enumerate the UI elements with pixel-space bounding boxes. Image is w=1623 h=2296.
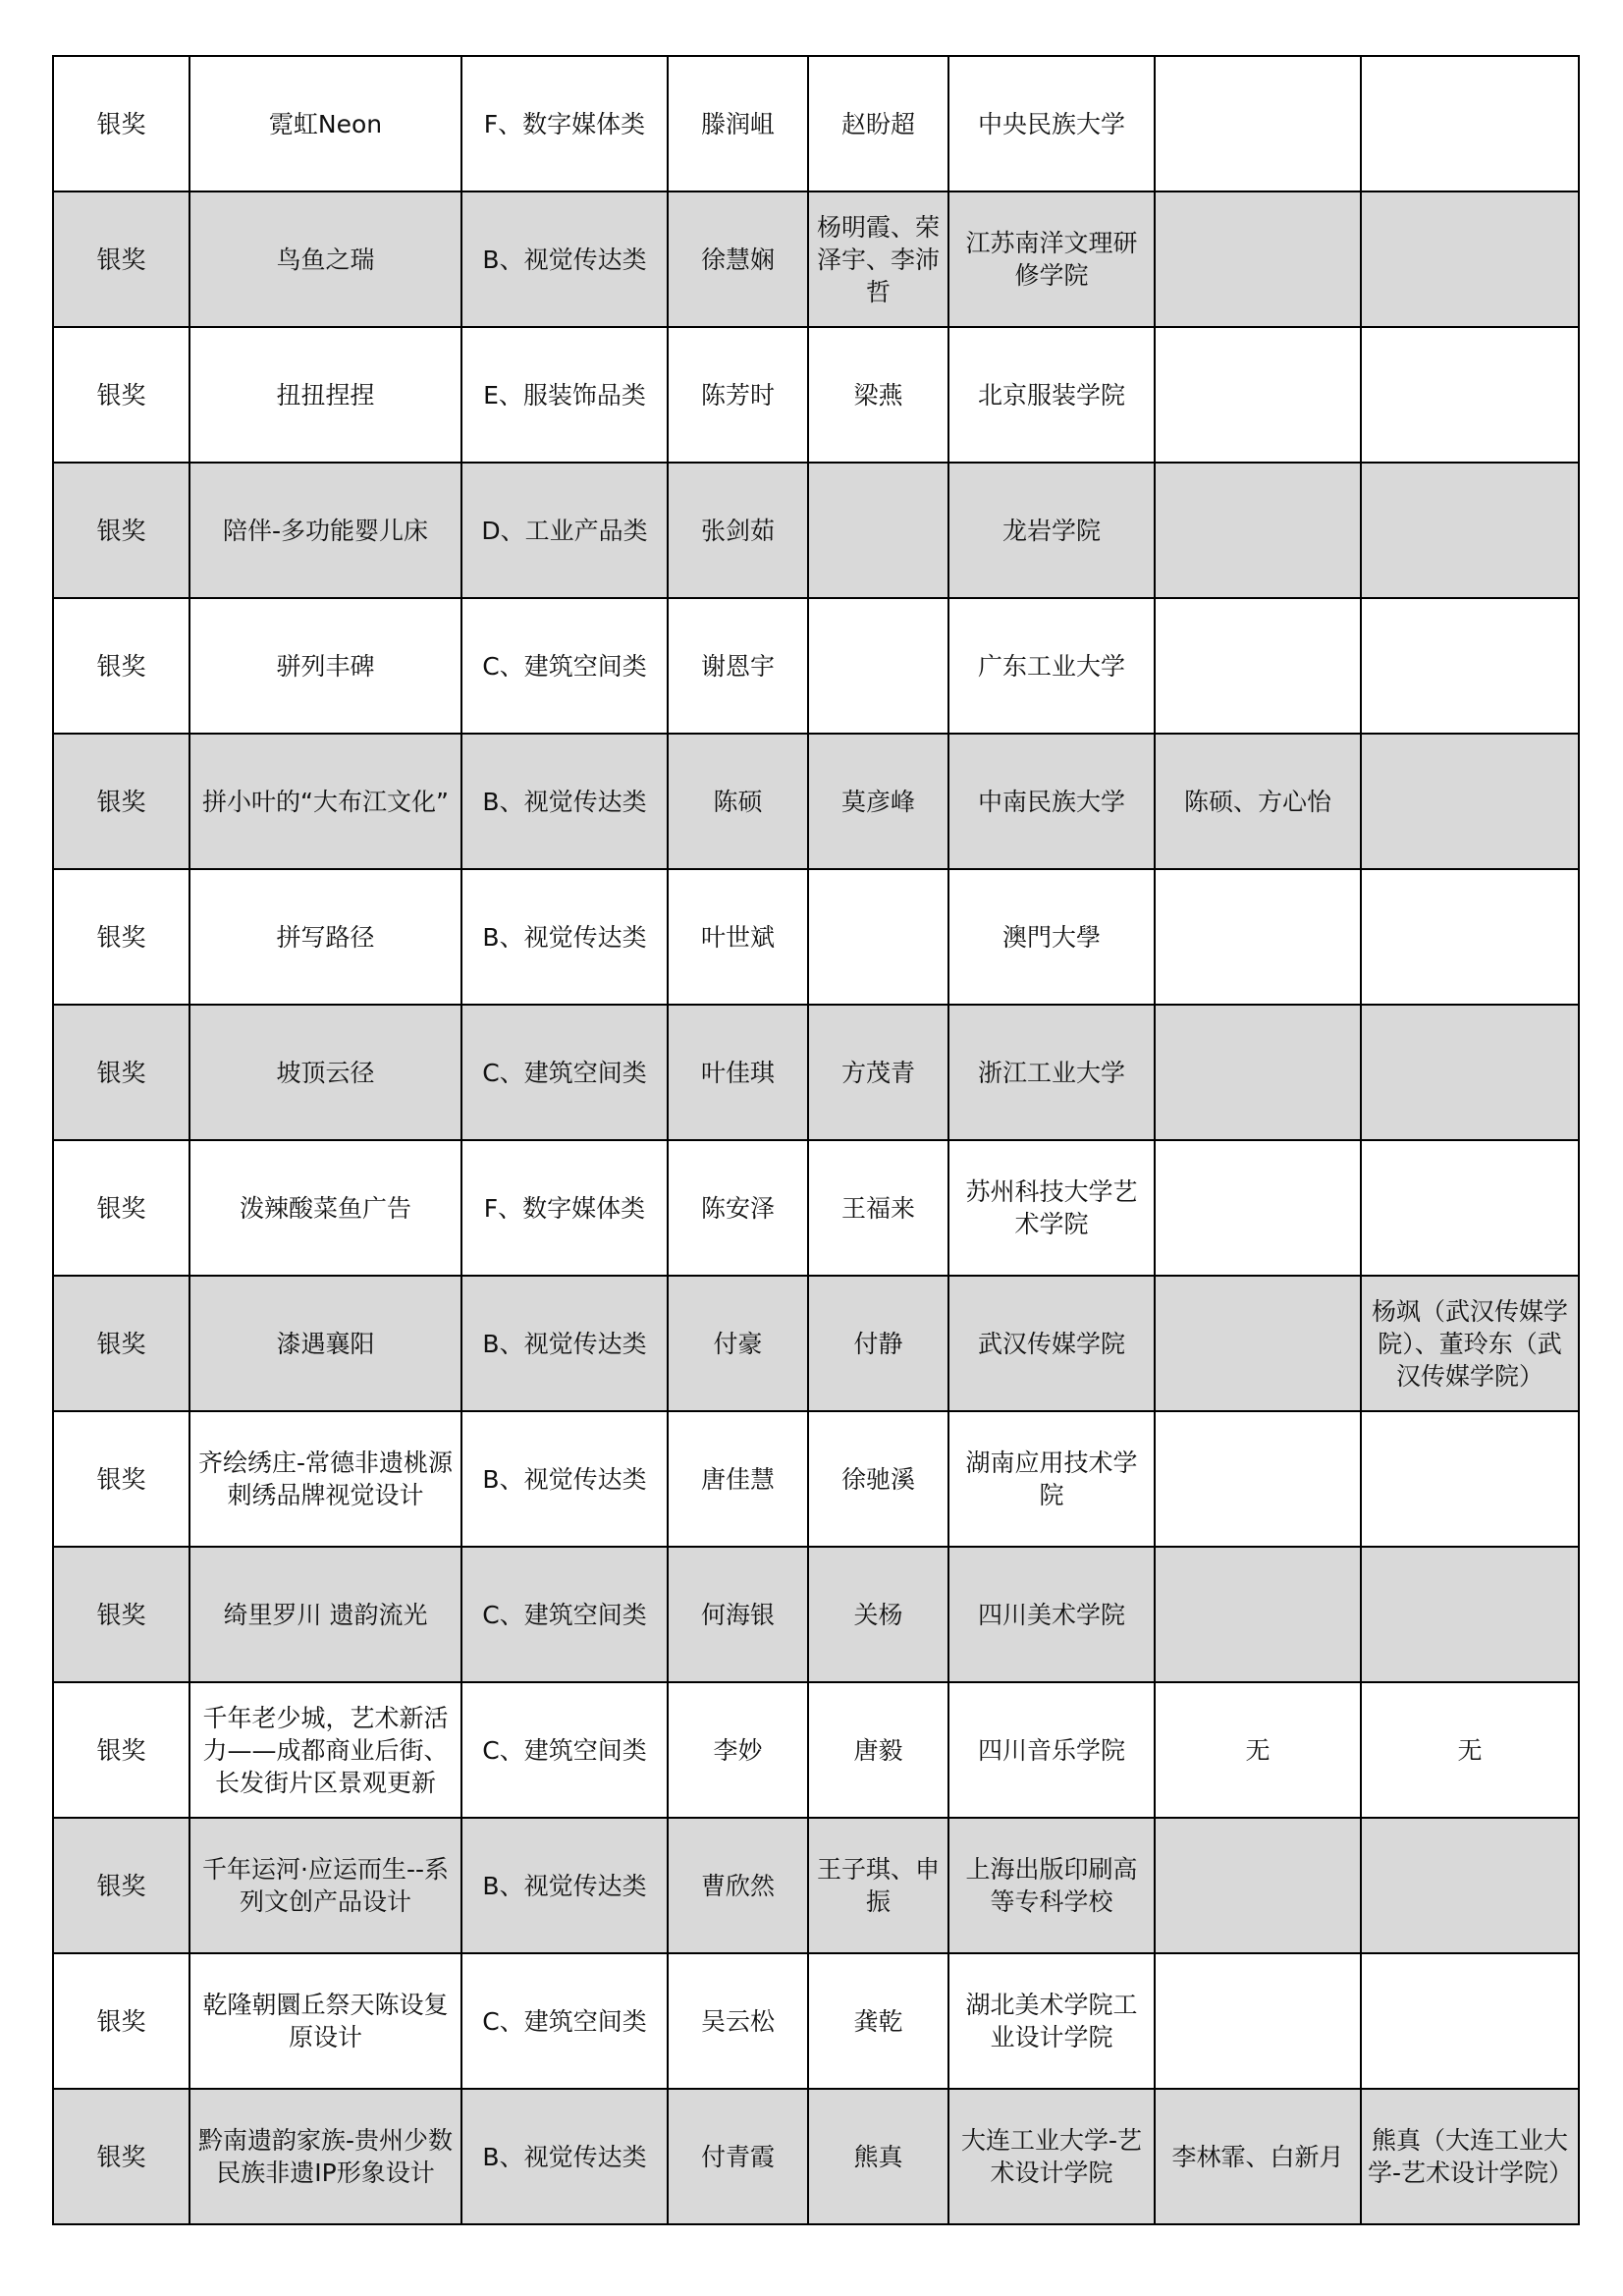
- title-cell: 绮里罗川 遗韵流光: [189, 1547, 461, 1682]
- extra-cell-8: 熊真（大连工业大学-艺术设计学院）: [1361, 2089, 1579, 2224]
- members-cell: 徐驰溪: [808, 1411, 948, 1547]
- table-row: [53, 463, 1579, 598]
- author-cell: 何海银: [668, 1547, 808, 1682]
- extra-cell-8: [1361, 1005, 1579, 1140]
- title-cell: 霓虹Neon: [189, 56, 461, 191]
- title-cell: 坡顶云径: [189, 1005, 461, 1140]
- school-cell: 湖北美术学院工业设计学院: [948, 1953, 1155, 2089]
- members-cell: 付静: [808, 1276, 948, 1411]
- award-cell: 银奖: [53, 1140, 189, 1276]
- title-cell: 泼辣酸菜鱼广告: [189, 1140, 461, 1276]
- table-row: [53, 598, 1579, 734]
- extra-cell-8: [1361, 598, 1579, 734]
- table-row: [53, 1140, 1579, 1276]
- extra-cell-7: [1155, 1547, 1361, 1682]
- author-cell: 唐佳慧: [668, 1411, 808, 1547]
- extra-cell-7: [1155, 327, 1361, 463]
- extra-cell-7: [1155, 463, 1361, 598]
- school-cell: 上海出版印刷高等专科学校: [948, 1818, 1155, 1953]
- author-cell: 曹欣然: [668, 1818, 808, 1953]
- category-cell: D、工业产品类: [461, 463, 668, 598]
- award-cell: 银奖: [53, 463, 189, 598]
- school-cell: 中南民族大学: [948, 734, 1155, 869]
- category-cell: C、建筑空间类: [461, 1682, 668, 1818]
- school-cell: 四川美术学院: [948, 1547, 1155, 1682]
- extra-cell-8: [1361, 1547, 1579, 1682]
- extra-cell-8: [1361, 327, 1579, 463]
- category-cell: B、视觉传达类: [461, 869, 668, 1005]
- extra-cell-7: [1155, 191, 1361, 327]
- award-cell: 银奖: [53, 2089, 189, 2224]
- table-row: [53, 1682, 1579, 1818]
- author-cell: 谢恩宇: [668, 598, 808, 734]
- table-row: [53, 1547, 1579, 1682]
- extra-cell-8: [1361, 1953, 1579, 2089]
- title-cell: 乾隆朝圜丘祭天陈设复原设计: [189, 1953, 461, 2089]
- category-cell: C、建筑空间类: [461, 1953, 668, 2089]
- table-row: [53, 869, 1579, 1005]
- category-cell: B、视觉传达类: [461, 1276, 668, 1411]
- school-cell: 浙江工业大学: [948, 1005, 1155, 1140]
- award-cell: 银奖: [53, 1953, 189, 2089]
- school-cell: 四川音乐学院: [948, 1682, 1155, 1818]
- author-cell: 张剑茹: [668, 463, 808, 598]
- extra-cell-8: [1361, 869, 1579, 1005]
- author-cell: 陈芳时: [668, 327, 808, 463]
- category-cell: B、视觉传达类: [461, 2089, 668, 2224]
- school-cell: 大连工业大学-艺术设计学院: [948, 2089, 1155, 2224]
- table-row: [53, 734, 1579, 869]
- award-cell: 银奖: [53, 191, 189, 327]
- title-cell: 千年老少城，艺术新活力——成都商业后街、长发街片区景观更新: [189, 1682, 461, 1818]
- author-cell: 付豪: [668, 1276, 808, 1411]
- members-cell: 关杨: [808, 1547, 948, 1682]
- members-cell: 唐毅: [808, 1682, 948, 1818]
- author-cell: 吴云松: [668, 1953, 808, 2089]
- author-cell: 叶佳琪: [668, 1005, 808, 1140]
- extra-cell-7: [1155, 1818, 1361, 1953]
- extra-cell-7: [1155, 1953, 1361, 2089]
- awards-table: [52, 55, 1580, 2225]
- category-cell: F、数字媒体类: [461, 1140, 668, 1276]
- title-cell: 漆遇襄阳: [189, 1276, 461, 1411]
- extra-cell-8: [1361, 463, 1579, 598]
- award-cell: 银奖: [53, 734, 189, 869]
- award-cell: 银奖: [53, 1682, 189, 1818]
- school-cell: 中央民族大学: [948, 56, 1155, 191]
- title-cell: 鸟鱼之瑞: [189, 191, 461, 327]
- award-cell: 银奖: [53, 56, 189, 191]
- extra-cell-7: 李林霏、白新月: [1155, 2089, 1361, 2224]
- members-cell: [808, 598, 948, 734]
- extra-cell-8: [1361, 734, 1579, 869]
- school-cell: 苏州科技大学艺术学院: [948, 1140, 1155, 1276]
- school-cell: 广东工业大学: [948, 598, 1155, 734]
- members-cell: 熊真: [808, 2089, 948, 2224]
- category-cell: B、视觉传达类: [461, 191, 668, 327]
- extra-cell-8: [1361, 1818, 1579, 1953]
- members-cell: [808, 869, 948, 1005]
- extra-cell-7: [1155, 56, 1361, 191]
- category-cell: B、视觉传达类: [461, 1818, 668, 1953]
- award-cell: 银奖: [53, 598, 189, 734]
- members-cell: 龚乾: [808, 1953, 948, 2089]
- table-row: [53, 1005, 1579, 1140]
- school-cell: 武汉传媒学院: [948, 1276, 1155, 1411]
- table-body: [53, 56, 1579, 2224]
- table-row: [53, 327, 1579, 463]
- extra-cell-7: [1155, 1276, 1361, 1411]
- members-cell: 王福来: [808, 1140, 948, 1276]
- members-cell: [808, 463, 948, 598]
- members-cell: 赵盼超: [808, 56, 948, 191]
- award-cell: 银奖: [53, 1547, 189, 1682]
- table-row: [53, 1953, 1579, 2089]
- title-cell: 拼小叶的“大布江文化”: [189, 734, 461, 869]
- category-cell: C、建筑空间类: [461, 1547, 668, 1682]
- extra-cell-7: 无: [1155, 1682, 1361, 1818]
- school-cell: 龙岩学院: [948, 463, 1155, 598]
- extra-cell-8: [1361, 191, 1579, 327]
- extra-cell-7: [1155, 1005, 1361, 1140]
- category-cell: E、服装饰品类: [461, 327, 668, 463]
- members-cell: 方茂青: [808, 1005, 948, 1140]
- school-cell: 北京服装学院: [948, 327, 1155, 463]
- table-row: [53, 1818, 1579, 1953]
- extra-cell-7: [1155, 1411, 1361, 1547]
- extra-cell-8: 杨飒（武汉传媒学院）、董玲东（武汉传媒学院）: [1361, 1276, 1579, 1411]
- author-cell: 叶世斌: [668, 869, 808, 1005]
- title-cell: 骈列丰碑: [189, 598, 461, 734]
- category-cell: C、建筑空间类: [461, 598, 668, 734]
- award-cell: 银奖: [53, 1818, 189, 1953]
- author-cell: 滕润岨: [668, 56, 808, 191]
- author-cell: 陈安泽: [668, 1140, 808, 1276]
- category-cell: B、视觉传达类: [461, 734, 668, 869]
- extra-cell-8: [1361, 1411, 1579, 1547]
- extra-cell-8: [1361, 56, 1579, 191]
- award-cell: 银奖: [53, 327, 189, 463]
- award-cell: 银奖: [53, 1005, 189, 1140]
- category-cell: F、数字媒体类: [461, 56, 668, 191]
- extra-cell-8: 无: [1361, 1682, 1579, 1818]
- author-cell: 徐慧娴: [668, 191, 808, 327]
- title-cell: 陪伴-多功能婴儿床: [189, 463, 461, 598]
- table-row: [53, 2089, 1579, 2224]
- title-cell: 千年运河·应运而生--系列文创产品设计: [189, 1818, 461, 1953]
- title-cell: 扭扭捏捏: [189, 327, 461, 463]
- table-row: [53, 191, 1579, 327]
- award-cell: 银奖: [53, 1276, 189, 1411]
- extra-cell-8: [1361, 1140, 1579, 1276]
- extra-cell-7: [1155, 869, 1361, 1005]
- table-row: [53, 1411, 1579, 1547]
- category-cell: B、视觉传达类: [461, 1411, 668, 1547]
- school-cell: 江苏南洋文理研修学院: [948, 191, 1155, 327]
- extra-cell-7: [1155, 598, 1361, 734]
- members-cell: 莫彦峰: [808, 734, 948, 869]
- members-cell: 王子琪、申振: [808, 1818, 948, 1953]
- author-cell: 付青霞: [668, 2089, 808, 2224]
- author-cell: 李妙: [668, 1682, 808, 1818]
- table-row: [53, 1276, 1579, 1411]
- award-cell: 银奖: [53, 869, 189, 1005]
- award-cell: 银奖: [53, 1411, 189, 1547]
- members-cell: 杨明霞、荣泽宇、李沛哲: [808, 191, 948, 327]
- members-cell: 梁燕: [808, 327, 948, 463]
- title-cell: 齐绘绣庄-常德非遗桃源刺绣品牌视觉设计: [189, 1411, 461, 1547]
- title-cell: 黔南遗韵家族-贵州少数民族非遗IP形象设计: [189, 2089, 461, 2224]
- extra-cell-7: 陈硕、方心怡: [1155, 734, 1361, 869]
- category-cell: C、建筑空间类: [461, 1005, 668, 1140]
- school-cell: 湖南应用技术学院: [948, 1411, 1155, 1547]
- extra-cell-7: [1155, 1140, 1361, 1276]
- school-cell: 澳門大學: [948, 869, 1155, 1005]
- title-cell: 拼写路径: [189, 869, 461, 1005]
- table-row: [53, 56, 1579, 191]
- author-cell: 陈硕: [668, 734, 808, 869]
